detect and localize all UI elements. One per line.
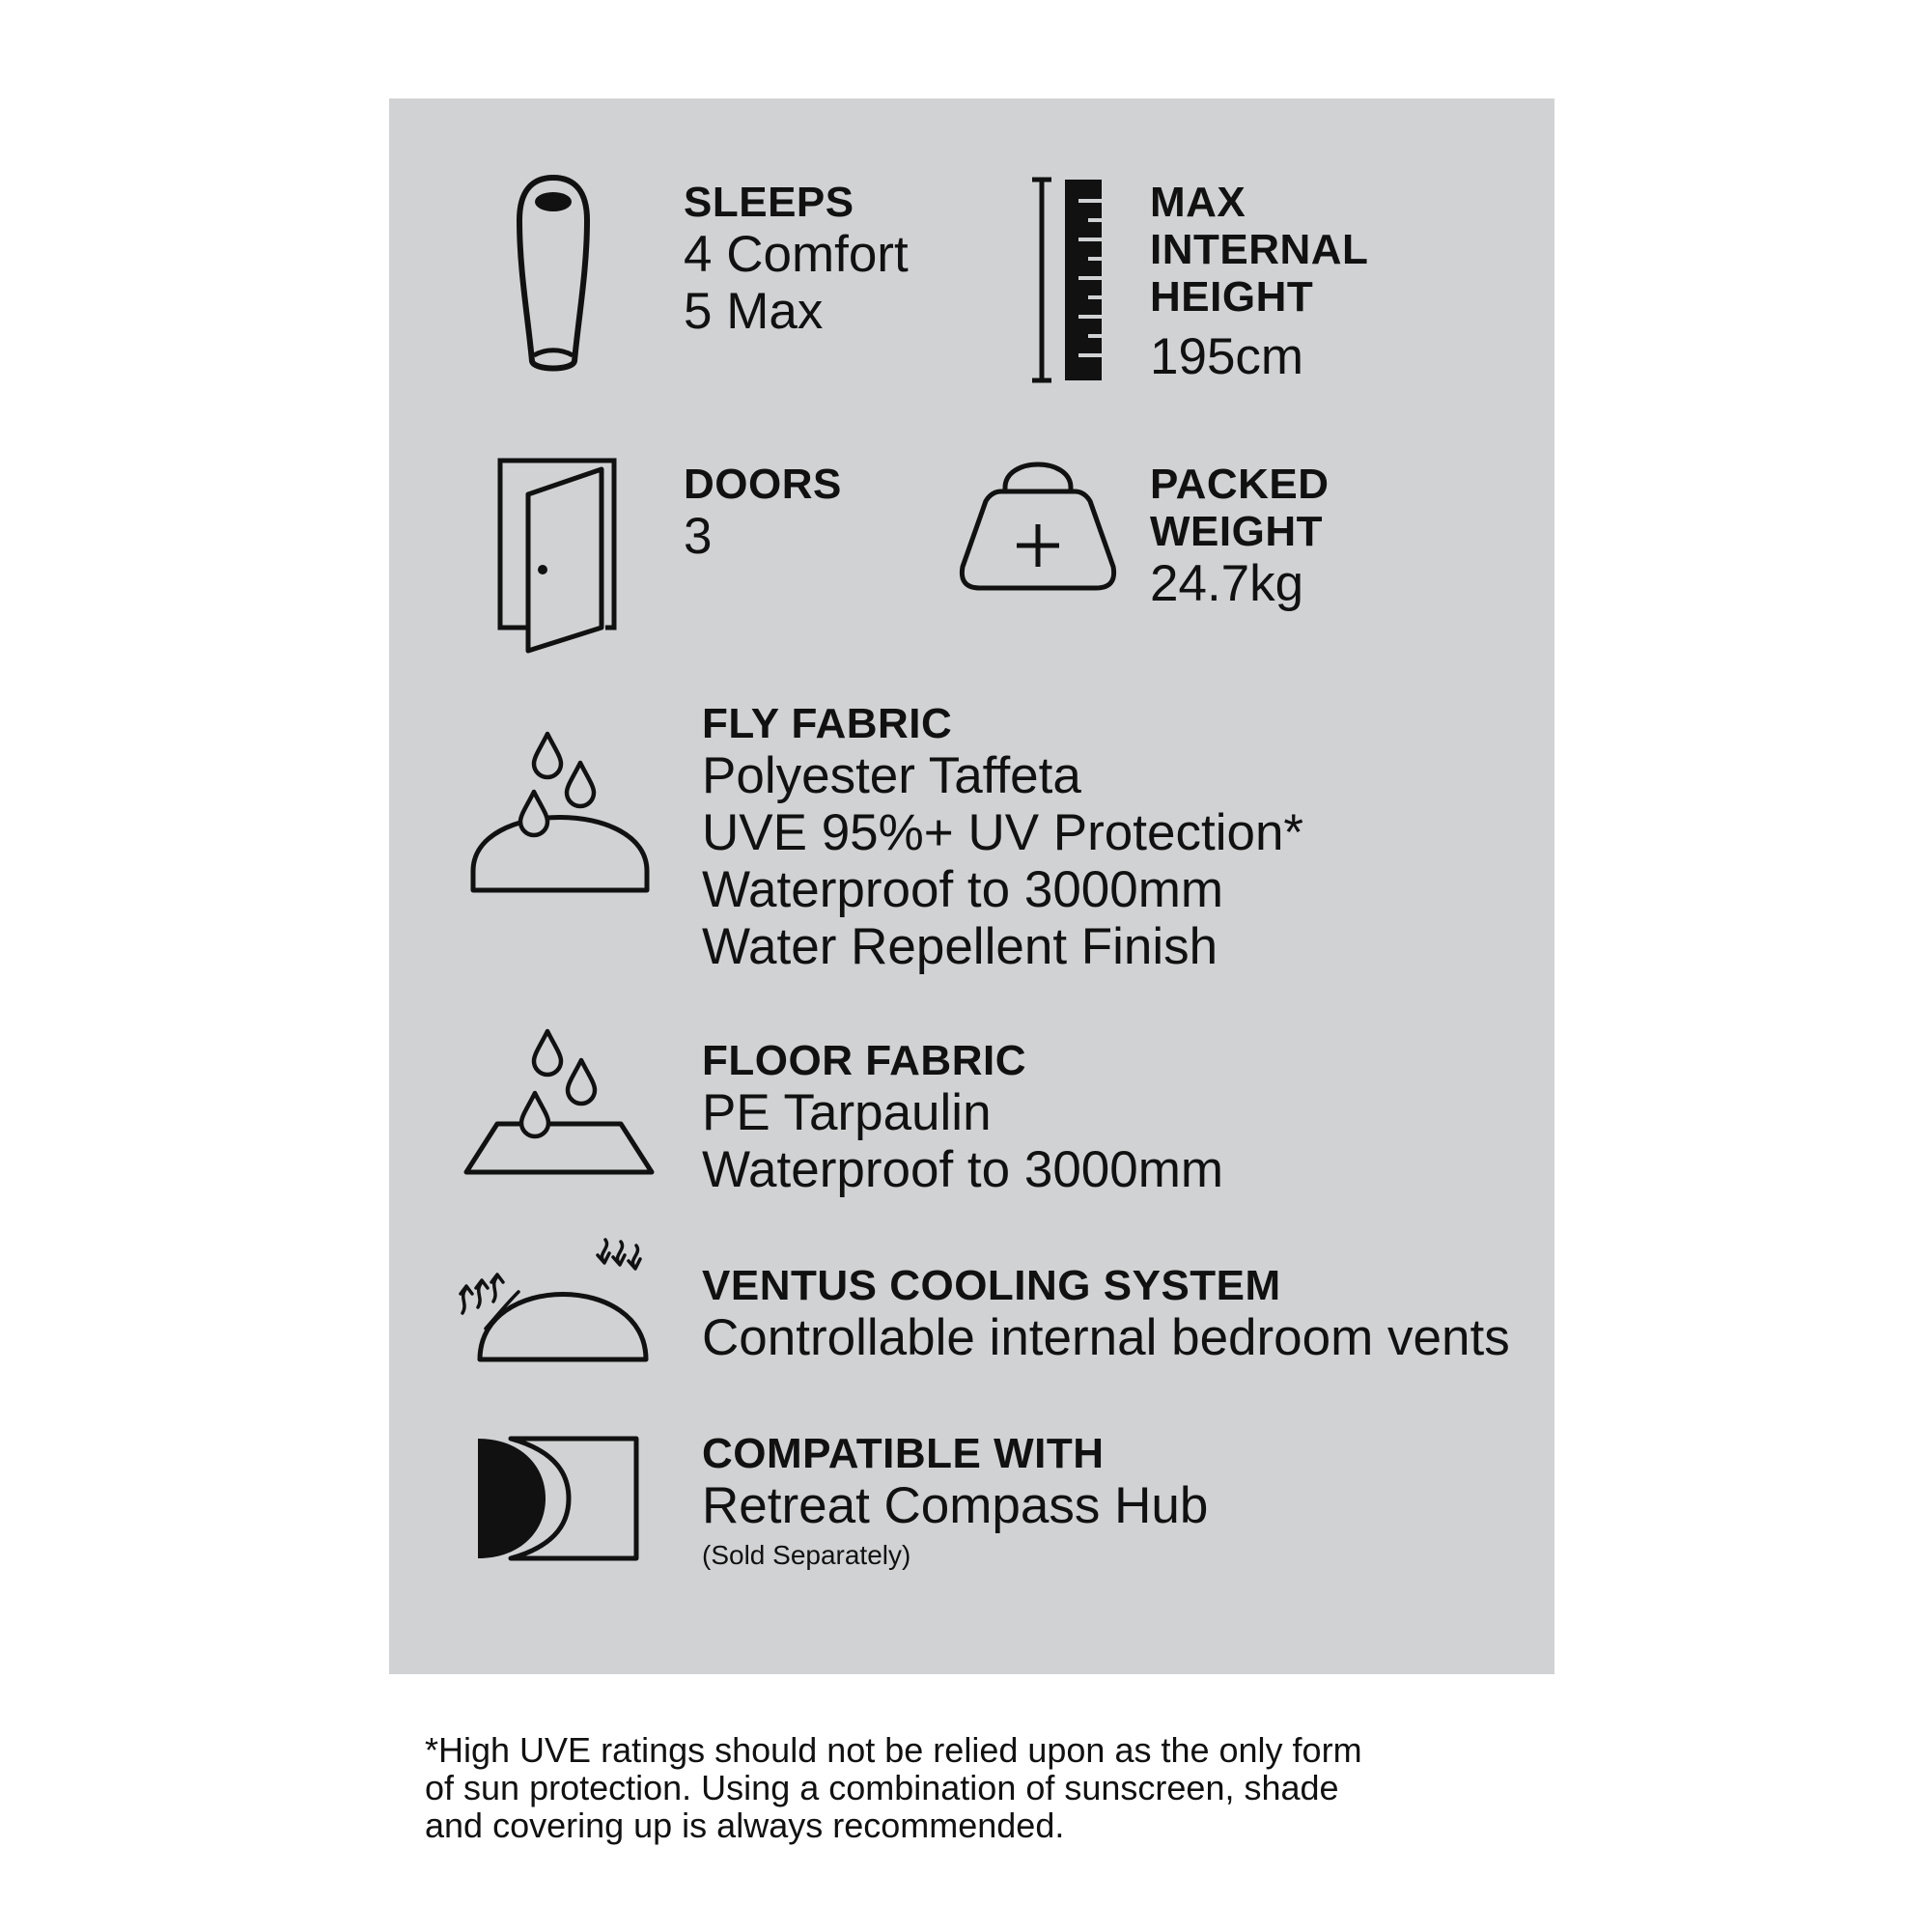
- ventus-line-1: Controllable internal bedroom vents: [702, 1309, 1510, 1366]
- height-heading-line-1: MAX: [1150, 179, 1246, 226]
- fly-fabric-line-2: UVE 95%+ UV Protection*: [702, 804, 1304, 861]
- doors-value: 3: [684, 508, 713, 565]
- height-ruler-icon: [1024, 178, 1102, 382]
- fly-fabric-icon: [470, 730, 650, 894]
- floor-fabric-icon: [464, 1027, 654, 1182]
- ventus-spec: [702, 1262, 1510, 1366]
- compatible-spec: [702, 1430, 1208, 1575]
- cooling-dome-icon: [453, 1236, 665, 1363]
- floor-fabric-line-1: PE Tarpaulin: [702, 1084, 992, 1141]
- weight-value: 24.7kg: [1150, 555, 1304, 612]
- sleeps-max: 5 Max: [684, 283, 824, 340]
- sleeps-heading: SLEEPS: [684, 179, 854, 226]
- fly-fabric-heading: FLY FABRIC: [702, 700, 953, 747]
- fly-fabric-line-4: Water Repellent Finish: [702, 918, 1218, 975]
- doors-heading: DOORS: [684, 461, 842, 508]
- compatible-heading: COMPATIBLE WITH: [702, 1430, 1105, 1477]
- uve-footnote: *High UVE ratings should not be relied upon as the only form of sun protection. Using a combination of sunscreen, shade and covering up is always recommended.: [425, 1730, 1362, 1845]
- sleeps-comfort: 4 Comfort: [684, 226, 909, 283]
- weight-spec: [1150, 461, 1330, 612]
- weight-bag-icon: [959, 459, 1117, 594]
- height-value: 195cm: [1150, 328, 1304, 385]
- sleeps-spec: [684, 179, 909, 340]
- fly-fabric-line-3: Waterproof to 3000mm: [702, 861, 1224, 918]
- floor-fabric-spec: [702, 1037, 1223, 1198]
- hub-compatible-icon: [476, 1431, 642, 1566]
- fly-fabric-line-1: Polyester Taffeta: [702, 747, 1081, 804]
- weight-heading-line-1: PACKED: [1150, 461, 1330, 508]
- height-spec: [1150, 179, 1368, 385]
- compatible-note: (Sold Separately): [702, 1540, 911, 1570]
- doors-spec: [684, 461, 842, 565]
- height-heading-line-3: HEIGHT: [1150, 273, 1314, 321]
- ventus-heading: VENTUS COOLING SYSTEM: [702, 1262, 1281, 1309]
- fly-fabric-spec: [702, 700, 1303, 975]
- sleeping-bag-icon: [517, 174, 590, 377]
- floor-fabric-line-2: Waterproof to 3000mm: [702, 1141, 1224, 1198]
- floor-fabric-heading: FLOOR FABRIC: [702, 1037, 1026, 1084]
- door-icon: [497, 458, 617, 655]
- height-heading-line-2: INTERNAL: [1150, 226, 1369, 273]
- weight-heading-line-2: WEIGHT: [1150, 508, 1323, 555]
- compatible-product: Retreat Compass Hub: [702, 1477, 1209, 1534]
- spec-panel: [389, 98, 1554, 1674]
